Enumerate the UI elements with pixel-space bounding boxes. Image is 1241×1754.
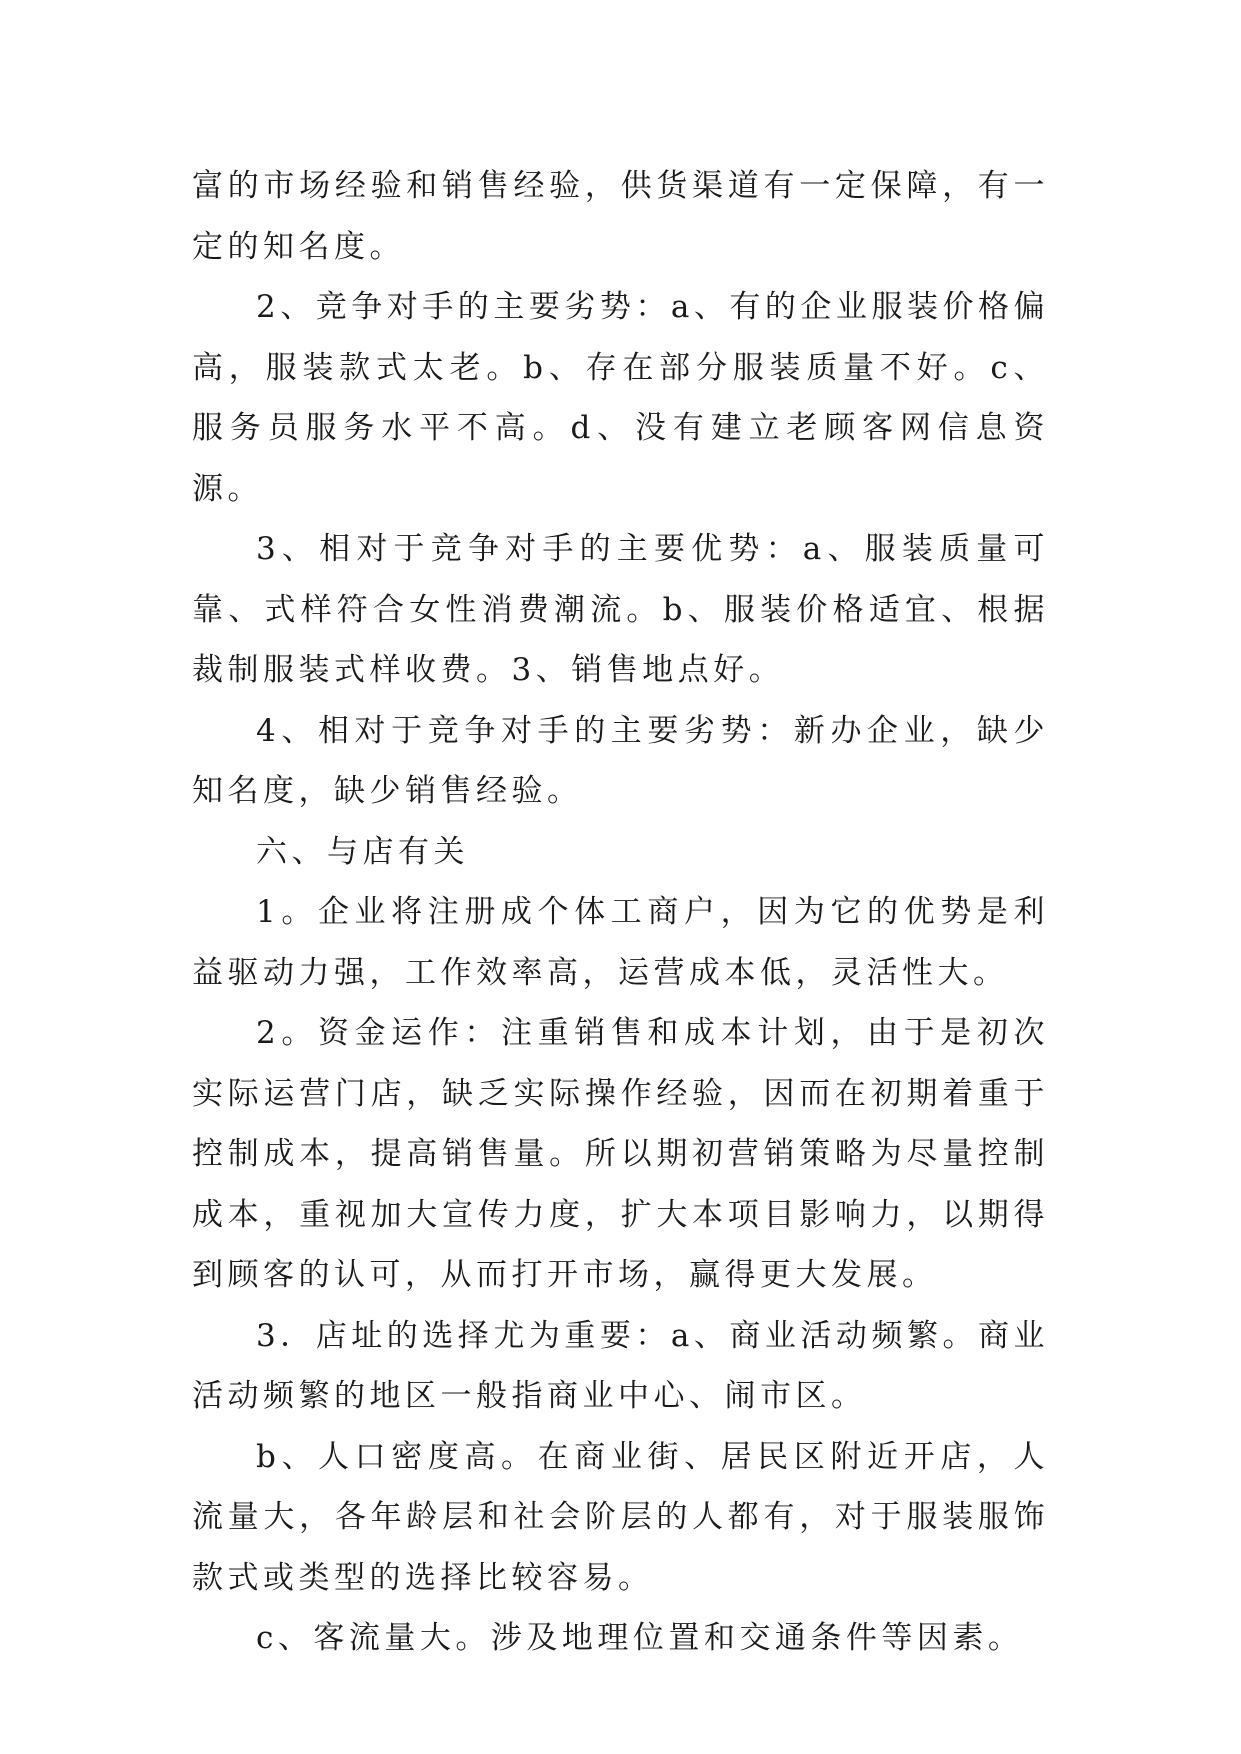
section-heading: 六、与店有关 <box>256 833 469 870</box>
document-body <box>192 156 1049 1669</box>
paragraph-site-selection: 3．店址的选择尤为重要：a、商业活动频繁。商业活动频繁的地区一般指商业中心、闹市区。 <box>192 1317 1049 1414</box>
paragraph-relative-strengths: 3、相对于竞争对手的主要优势：a、服装质量可靠、式样符合女性消费潮流。b、服装价格适宜、根据裁制服装式样收费。3、销售地点好。 <box>192 531 1049 688</box>
paragraph-relative-weaknesses: 4、相对于竞争对手的主要劣势：新办企业，缺少知名度，缺少销售经验。 <box>192 712 1049 809</box>
paragraph-competitor-weaknesses: 2、竞争对手的主要劣势：a、有的企业服装价格偏高，服装款式太老。b、存在部分服装质量不好。c、服务员服务水平不高。d、没有建立老顾客网信息资源。 <box>192 289 1049 507</box>
paragraph-customer-flow: c、客流量大。涉及地理位置和交通条件等因素。 <box>256 1620 1024 1656</box>
paragraph-capital-operation: 2。资金运作：注重销售和成本计划，由于是初次实际运营门店，缺乏实际操作经验，因而在初期着重于控制成本，提高销售量。所以期初营销策略为尽量控制成本，重视加大宣传力度，扩大本项目影响力，以期得到顾客的认可，从而打开市场，赢得更大发展。 <box>192 1015 1049 1293</box>
paragraph-population-density: b、人口密度高。在商业街、居民区附近开店，人流量大，各年龄层和社会阶层的人都有，对于服装服饰款式或类型的选择比较容易。 <box>192 1438 1049 1596</box>
paragraph-business-registration: 1。企业将注册成个体工商户，因为它的优势是利益驱动力强，工作效率高，运营成本低，灵活性大。 <box>192 894 1049 991</box>
paragraph-continuation: 富的市场经验和销售经验，供货渠道有一定保障，有一定的知名度。 <box>192 168 1049 265</box>
